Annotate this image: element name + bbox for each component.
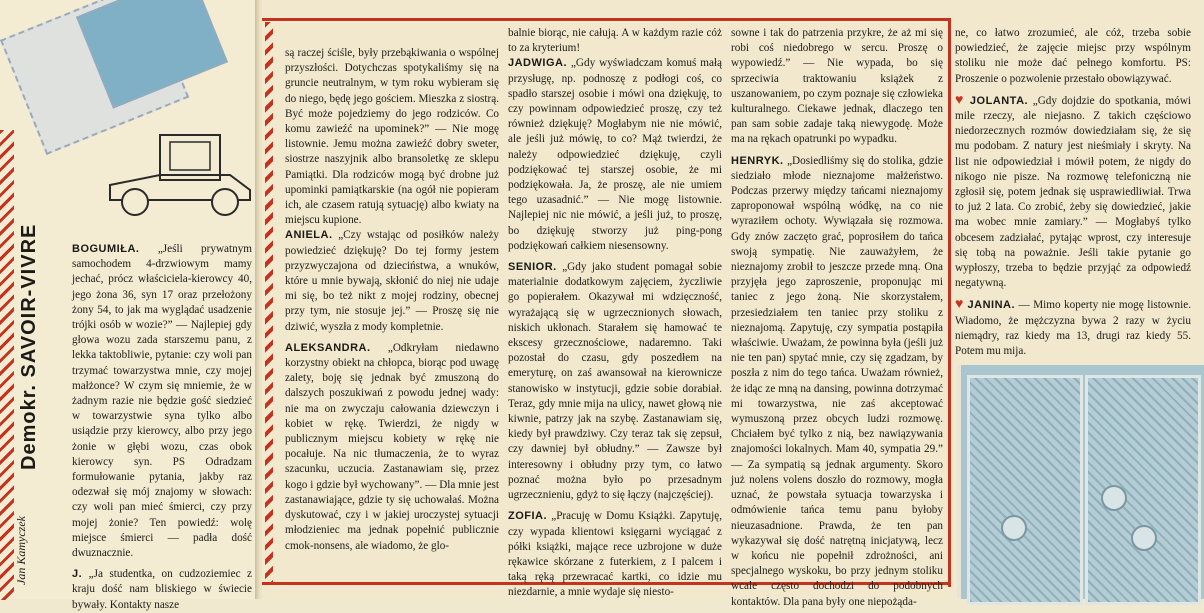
letter-text: ne, co łatwo zrozumieć, ale cóż, trzeba sobie powiedzieć, że zajęcie miejsc przy wspólnym stoliku nie może dać pełnego komfortu. PS: Proszenie o pozwolenie przestało obowiązywać. (955, 27, 1191, 85)
letter-text: „Czy wstając od posiłków należy powiedzieć dziękuję? Do tej formy jestem przyzwyczajona od dzieciństwa, a wnuków, które u mnie bywają, skłonić do niej nie udaje mi się, bo też nikt z mojej rodziny, obecnej przy tym, nie stosuje jej.” — Proszę się nie dziwić, wyszła z mody kompletnie. (285, 229, 500, 333)
letter-name: JOLANTA. (969, 94, 1029, 107)
paragraph (72, 567, 252, 613)
letter-name: SENIOR. (508, 261, 557, 274)
section-title: Demokr. SAVOIR-VIVRE (18, 223, 40, 470)
author-byline: Jan Kamyczek (14, 516, 28, 585)
letter-name: JANINA. (967, 299, 1016, 312)
letter-name: BOGUMIŁA. (72, 243, 140, 255)
paragraph (285, 46, 499, 228)
paragraph (955, 93, 1191, 292)
letter-name: ZOFIA. (508, 510, 548, 523)
flower-ornament (1131, 525, 1157, 551)
left-column (72, 242, 252, 613)
letter-text: „Gdy jako student pomagał sobie materialnie dodatkowym zajęciem, życzliwie go popierałem. Okazywał mi wdzięczność, wyrażającą się w ugrzecznionych słowach, niskich ukłonach. Starałem się hamować te ekscesy grzecznościowe, nadaremno. Taki pozostał do czasu, gdy poszedłem na emeryturę, on zaś awansował na kierownicze stanowisko w instytucji, gdzie sobie dorabiał. Teraz, gdy mnie mija na ulicy, nawet głową nie kiwnie, patrzy jak na szybę. Zastanawiam się, kiedy był prawdziwy. Czy teraz tak się zepsuł, czy dawniej był obłudny.” — Zawsze był interesowny i obłudny przy tym, co łatwo poznać można było po przesadnym ugrzecznieniu, gdyż to się łączy (najczęściej). (508, 261, 723, 502)
letter-name: ALEKSANDRA. (285, 341, 371, 354)
column-3 (731, 26, 943, 610)
paragraph (508, 26, 722, 56)
red-frame-zigzag (265, 22, 273, 582)
letter-name: J. (72, 568, 83, 581)
red-zigzag-border (0, 130, 14, 600)
folding-screen-illustration (957, 365, 1204, 599)
paragraph (955, 297, 1191, 359)
letter-text: „Gdy wyświadczam komuś małą przysługę, np. podnoszę z podłogi coś, co spadło starszej osobie i mówi ona dziękuję, to czy powinnam odpowiedzieć proszę, czy też również dziękuję? Mogłabym nie nie mówić, ale jeśli już mówię, to co? Mąż twierdzi, że należy odpowiedzieć dziękuję, czyli podziękować tej starszej osobie, że mi podziękowała. Ja, że proszę, ale nie umiem tego uzasadnić.” — Nie mogę listownie. Najlepiej nic nie mówić, a jeśli już, to proszę, bo dziękuję stworzy już ping-pong podziękowań całkiem niesensowny. (508, 57, 722, 252)
vintage-car-illustration (100, 130, 255, 220)
paragraph (285, 228, 499, 334)
letter-text: „Pracuję w Domu Książki. Zapytuję, czy wypada klientowi księgarni wyciągać z półki książki, mające rece uzbrojone w duże rękawice skórzane z futerkiem, z I palcem i taką ręką przewracać kartki, co idzie mu niezdarnie, a mnie wydaje się niesto- (508, 510, 722, 599)
paragraph (285, 341, 499, 554)
letter-text: „Odkryłam niedawno korzystny obiekt na chłopca, biorąc pod uwagę zalety, boję się jednak być zmuszoną do dalszych poszukiwań z powodu jednej wady: nie ma on zwyczaju całowania dziewczyn i kobiet w rękę. Twierdzi, że nigdy w publicznym miejscu kobiety w rękę nie pocałuje. Na nic tłumaczenia, że to wyraz szacunku, uczucia. Zastanawiam się, przez kogo i gdzie był wychowany”. — Dla mnie jest zastanawiające, gdzie ty się uchowałaś. Można dyskutować, czy i w jakiej uroczystej sytuacji młodzieniec ma jednak popełnić publicznie cmok-nonsens, ale wiadomo, że glo- (285, 341, 500, 552)
paragraph (72, 242, 252, 561)
heart-icon: ♥ (955, 297, 965, 313)
paragraph (955, 26, 1191, 87)
flower-ornament (1001, 515, 1027, 541)
letter-text: „Dosiedliśmy się do stolika, gdzie siedziało młode nieznajome małżeństwo. Podczas przerwy między tańcami nieznajomy zaproponował wspólną wódkę, na co nie wyraziłem ochoty. Wywiązała się rozmowa. Gdy znów zaczęto grać, poprosiłem do tańca swoją sympatię. Nie zauważyłem, że nieznajomy zrobił to jeszcze przede mną. Ona przyjęła jego zaproszenie, proponując mi taniec z jego żoną. Nie skorzystałem, przesiedziałem ten taniec przy stoliku z nieznajomą. Zapytuję, czy sympatia postąpiła właściwie. Uważam, że powinna była (jeśli już nie ten pan) spytać mnie, czy się zgadzam, by poszła z nim do tego tańca. Uważam również, że idąc ze mną na dansing, powinna dotrzymać mi towarzystwa, nie zaś akceptować wymuszoną przez obcych ludzi rozmowę. Chciałem być tylko z nią, bez nawiązywania znajomości lokalnych. Mam 40, sympatia 29.” — Za sympatią są jednak argumenty. Skoro już nolens volens doszło do rozmowy, mogła uznać, że powstała sytuacja towarzyska i odmówienie tańca temu panu byłoby nieuzasadnione. Prawda, że ten pan wykazywał się dość natrętną inicjatywą, lecz w końcu nie popełnił zdrożności, ani specjalnego wyskoku, bo przy jednym stoliku wcale często dochodzi do podobnych kontaktów. Dla pana były one niepożąda- (731, 154, 944, 608)
paragraph (508, 260, 722, 503)
letter-text: balnie biorąc, nie całują. A w każdym razie cóż to za kryterium! (508, 27, 722, 55)
paragraph (731, 154, 943, 610)
letter-text: sowne i tak do patrzenia przykre, że aż mi się robi coś niedobrego w sercu. Proszę o wypowiedź.” — Nie wypada, bo się sprzeciwia traktowaniu książek z uszanowaniem, po czym poznaje się człowieka kulturalnego. Ciekawe jednak, dlaczego ten pan sam sobie zadaje taką niewygodę. Może ma na rękach opatrunki po wypadku. (731, 27, 943, 146)
letter-name: HENRYK. (731, 154, 784, 167)
letter-name: ANIELA. (285, 229, 333, 242)
left-page (0, 0, 262, 611)
column-1 (285, 46, 499, 554)
paragraph (508, 509, 722, 600)
column-4 (955, 26, 1191, 359)
letter-text: „Gdy dojdzie do spotkania, mówi mile rzeczy, ale niejasno. Z takich częściowo niedorzecznych rozmów dowiedziałam się, że się mu podobam. Z natury jest nieśmiały i skryty. Na list nie odpowiedział i mówił potem, że nigdy do nikogo nie pisze. Na rozmowę telefoniczną nie zgłosił się, potem jednak się usprawiedliwiał. Trwa to już 2 lata. Co zrobić, żeby się dowiedzieć, jakie ma wobec mnie zamiary.” — Mogłabyś tylko obcesem zadziałać, pytając wprost, czy interesuje się tobą na poważnie. Jeśli takie pytanie go wypłoszy, trzeba to będzie przyjąć za odpowiedź negatywną. (955, 94, 1192, 290)
letter-text: są raczej ściśle, były przebąkiwania o wspólnej przyszłości. Dotychczas spotykaliśmy się na gruncie neutralnym, w tym roku wybieram się do niego, będę jego gościem. Mieszka z siostrą. Być może pojedziemy do jego rodziców. Co komu zawieźć na upominek?” — Nie mogę listownie. Jemu można zawieźć dobry sweter, siostrze naszyjnik albo bransoletkę ze sklepu Pamiątki. Dla rodziców mogą być drobne już upominki pamiątkarskie (na ogół nie popieram ich, ale czasem ratują sytuację) albo kwiaty na miejscu kupione. (285, 47, 499, 227)
flower-ornament (1101, 485, 1127, 511)
paragraph (508, 56, 722, 254)
letter-text: „Jeśli prywatnym samochodem 4-drzwiowym mamy jechać, prócz właściciela-kierowcy 40, jego żona 36, syn 17 oraz przełożony żony 54, to jak ma wyglądać usadzenie trójki osób w wozie?” — Najlepiej gdy głowa wozu zada starszemu panu, z lekka taktobliwie, pytanie: czy woli pan trzymać towarzystwa mnie, czy mojej małżonce? W czym się mniemie, że w żadnym razie nie będzie gość siedzieć w towarzystwie syna tylko albo usiądzie przy kierowcy, albo przy jego żonie w głębi wozu, czas obok kierowcy syn. PS Odradzam formułowanie pytania, jakby raz odezwał się mój znajomy w słowach: czy woli pan mieć śmierci, czy przy mojej żonie? Ten powiedź: wolę miejsce śmierci — padła dość dwuznacznie. (72, 243, 253, 560)
column-2 (508, 26, 722, 601)
heart-icon: ♥ (955, 92, 966, 108)
letter-text: „Ja studentka, on cudzoziemiec z kraju dość nam bliskiego w świecie bywały. Kontakty nasze (72, 568, 253, 611)
paragraph (731, 26, 943, 148)
letter-text: — Mimo koperty nie mogę listownie. Wiadomo, że mężczyzna bywa 2 razy w życiu niemądry, raz kiedy ma 13, drugi raz kiedy 55. Potem mu mija. (955, 299, 1192, 358)
screen-panel-left (967, 375, 1083, 605)
letter-name: JADWIGA. (508, 57, 567, 70)
